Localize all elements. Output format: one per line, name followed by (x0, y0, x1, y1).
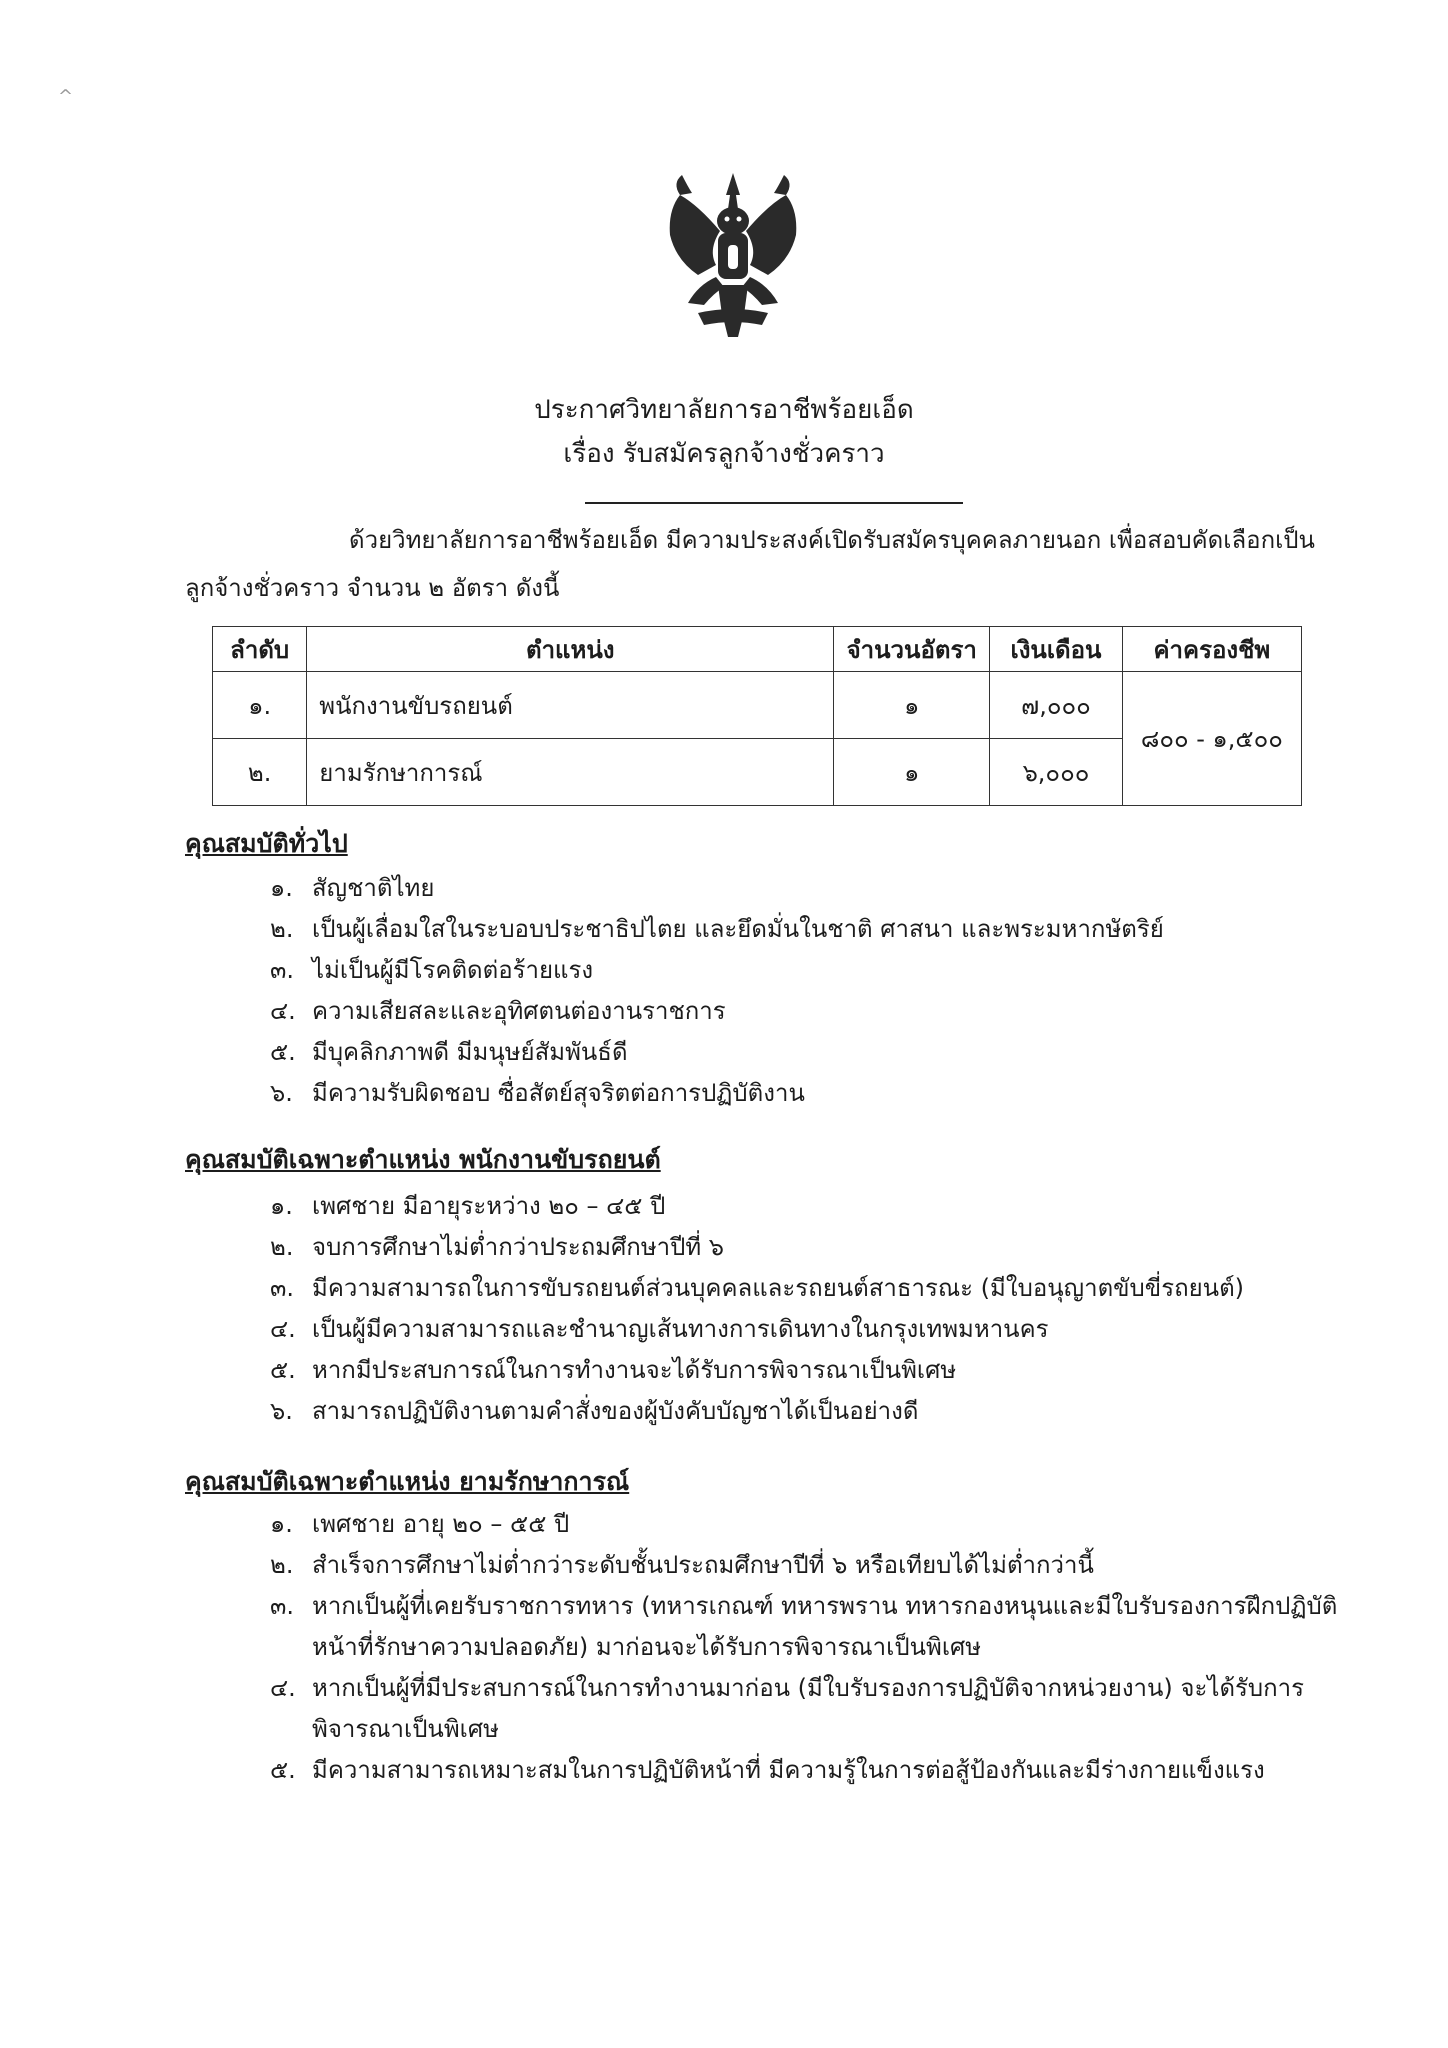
item-text: หากเป็นผู้ที่เคยรับราชการทหาร (ทหารเกณฑ์ ทหารพราน ทหารกองหนุนและมีใบรับรองการฝึกปฏิบัติหน้าที่รักษาความปลอดภัย) มาก่อนจะได้รับการพิจารณาเป็นพิเศษ (312, 1592, 1338, 1661)
item-number: ๓. (270, 1592, 295, 1620)
item-number: ๕. (270, 1356, 296, 1384)
item-number: ๓. (270, 1274, 295, 1302)
item-number: ๒. (270, 1233, 294, 1261)
list-item (270, 1227, 1360, 1268)
list-item (270, 1750, 1360, 1791)
item-text: เพศชาย อายุ ๒๐ – ๕๕ ปี (312, 1510, 570, 1538)
list-item (270, 1391, 1360, 1432)
item-text: หากเป็นผู้ที่มีประสบการณ์ในการทำงานมาก่อน (มีใบรับรองการปฏิบัติจากหน่วยงาน) จะได้รับการพิจารณาเป็นพิเศษ (312, 1674, 1305, 1743)
item-text: ความเสียสละและอุทิศตนต่องานราชการ (312, 997, 726, 1025)
guard-qualifications-heading: คุณสมบัติเฉพาะตำแหน่ง ยามรักษาการณ์ (185, 1467, 630, 1496)
item-number: ๑. (270, 874, 293, 902)
list-item (270, 909, 1360, 950)
item-text: เป็นผู้เลื่อมใสในระบอบประชาธิปไตย และยึดมั่นในชาติ ศาสนา และพระมหากษัตริย์ (312, 915, 1164, 943)
item-number: ๑. (270, 1192, 293, 1220)
row-salary: ๖,๐๐๐ (990, 739, 1122, 806)
list-item (270, 1268, 1360, 1309)
list-item (270, 1309, 1360, 1350)
header-salary: เงินเดือน (990, 627, 1122, 672)
driver-qualifications-list (270, 1186, 1360, 1432)
item-number: ๔. (270, 1315, 296, 1343)
general-qualifications-list (270, 868, 1360, 1114)
item-text: ไม่เป็นผู้มีโรคติดต่อร้ายแรง (312, 956, 594, 984)
item-text: เพศชาย มีอายุระหว่าง ๒๐ – ๔๕ ปี (312, 1192, 666, 1220)
list-item (270, 1668, 1360, 1750)
list-item (270, 1073, 1360, 1114)
living-cost-cell: ๘๐๐ - ๑,๕๐๐ (1122, 672, 1301, 806)
driver-qualifications-heading: คุณสมบัติเฉพาะตำแหน่ง พนักงานขับรถยนต์ (185, 1145, 661, 1174)
item-text: มีความสามารถในการขับรถยนต์ส่วนบุคคลและรถยนต์สาธารณะ (มีใบอนุญาตขับขี่รถยนต์) (312, 1274, 1245, 1302)
title-underline (585, 502, 963, 504)
row-position: พนักงานขับรถยนต์ (307, 672, 834, 739)
item-number: ๖. (270, 1079, 293, 1107)
list-item (270, 1586, 1360, 1668)
row-no: ๒. (213, 739, 307, 806)
list-item (270, 868, 1360, 909)
list-item (270, 1504, 1360, 1545)
table-header-row (213, 627, 1302, 672)
list-item (270, 1350, 1360, 1391)
item-number: ๔. (270, 997, 296, 1025)
item-number: ๔. (270, 1674, 296, 1702)
item-number: ๕. (270, 1038, 296, 1066)
list-item (270, 991, 1360, 1032)
header-no: ลำดับ (213, 627, 307, 672)
list-item (270, 1186, 1360, 1227)
announcement-title: ประกาศวิทยาลัยการอาชีพร้อยเอ็ด (534, 395, 914, 425)
intro-line-1: ด้วยวิทยาลัยการอาชีพร้อยเอ็ด มีความประสงค์เปิดรับสมัครบุคคลภายนอก เพื่อสอบคัดเลือกเป็น (349, 526, 1315, 554)
header-living-cost: ค่าครองชีพ (1122, 627, 1301, 672)
garuda-emblem-icon (658, 165, 808, 340)
item-text: สำเร็จการศึกษาไม่ต่ำกว่าระดับชั้นประถมศึกษาปีที่ ๖ หรือเทียบได้ไม่ต่ำกว่านี้ (312, 1551, 1094, 1579)
row-count: ๑ (834, 672, 990, 739)
item-text: สามารถปฏิบัติงานตามคำสั่งของผู้บังคับบัญชาได้เป็นอย่างดี (312, 1397, 919, 1425)
list-item (270, 950, 1360, 991)
item-text: มีความสามารถเหมาะสมในการปฏิบัติหน้าที่ มีความรู้ในการต่อสู้ป้องกันและมีร่างกายแข็งแรง (312, 1756, 1265, 1784)
scan-mark: ^ (58, 86, 74, 107)
item-number: ๕. (270, 1756, 296, 1784)
announcement-subject: เรื่อง รับสมัครลูกจ้างชั่วคราว (563, 439, 885, 469)
item-text: หากมีประสบการณ์ในการทำงานจะได้รับการพิจารณาเป็นพิเศษ (312, 1356, 957, 1384)
table-row (213, 672, 1302, 739)
item-text: เป็นผู้มีความสามารถและชำนาญเส้นทางการเดินทางในกรุงเทพมหานคร (312, 1315, 1049, 1343)
row-no: ๑. (213, 672, 307, 739)
item-text: สัญชาติไทย (312, 874, 435, 902)
header-position: ตำแหน่ง (307, 627, 834, 672)
item-text: มีความรับผิดชอบ ซื่อสัตย์สุจริตต่อการปฏิบัติงาน (312, 1079, 805, 1107)
item-number: ๓. (270, 956, 295, 984)
position-table (212, 626, 1302, 806)
item-text: มีบุคลิกภาพดี มีมนุษย์สัมพันธ์ดี (312, 1038, 628, 1066)
intro-line-2: ลูกจ้างชั่วคราว จำนวน ๒ อัตรา ดังนี้ (185, 574, 560, 602)
item-number: ๒. (270, 1551, 294, 1579)
header-count: จำนวนอัตรา (834, 627, 990, 672)
item-text: จบการศึกษาไม่ต่ำกว่าประถมศึกษาปีที่ ๖ (312, 1233, 725, 1261)
row-position: ยามรักษาการณ์ (307, 739, 834, 806)
list-item (270, 1032, 1360, 1073)
general-qualifications-heading: คุณสมบัติทั่วไป (185, 829, 348, 858)
row-salary: ๗,๐๐๐ (990, 672, 1122, 739)
row-count: ๑ (834, 739, 990, 806)
guard-qualifications-list (270, 1504, 1360, 1791)
list-item (270, 1545, 1360, 1586)
item-number: ๖. (270, 1397, 293, 1425)
item-number: ๒. (270, 915, 294, 943)
item-number: ๑. (270, 1510, 293, 1538)
